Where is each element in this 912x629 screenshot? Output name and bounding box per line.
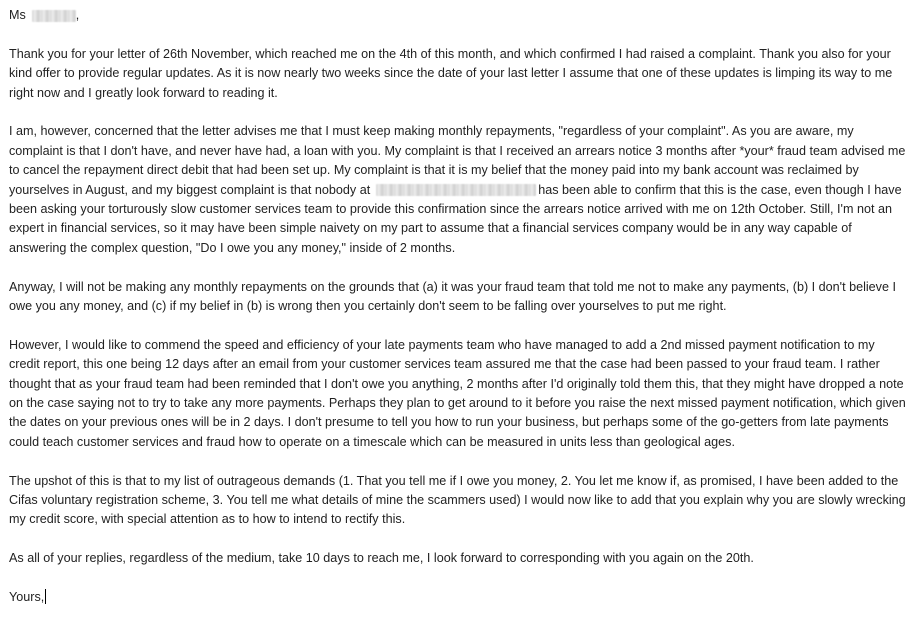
signoff-line (9, 588, 907, 607)
signoff: Yours, (9, 590, 45, 605)
text-cursor (45, 589, 46, 604)
salutation-suffix: , (75, 8, 80, 22)
redacted-company-name (376, 184, 536, 196)
salutation-prefix: Ms (9, 8, 26, 22)
salutation (9, 6, 907, 25)
paragraph-1: Thank you for your letter of 26th November, which reached me on the 4th of this month, and which confirmed I had raised a complaint. Thank you also for your kind offer to provide regular updates. As it is now nearly two weeks since the date of your last letter I assume that one of these updates is limping its way to me right now and I greatly look forward to reading it. (9, 46, 893, 100)
paragraph-6: As all of your replies, regardless of the medium, take 10 days to reach me, I look forward to corresponding with you again on the 20th. (9, 551, 754, 566)
paragraph-2-part-1: I am, however, concerned that the letter advises me that I must keep making monthly repayments, "regardless of your complaint". As you are aware, my complaint is that I don't have, and never have had, a loan with you. My complaint is that I received an arrears notice 3 months after *your* fraud team advised me to cancel the repayment direct debit that had been set up. My complaint is that it is my belief that the money paid into my bank account was reclaimed by yourselves in August, and my biggest complaint is that nobody at (9, 124, 906, 197)
paragraph-3: Anyway, I will not be making any monthly repayments on the grounds that (a) it was your fraud team that told me not to make any payments, (b) I don't believe I owe you any money, and (c) if my belief in (b) is wrong then you certainly don't seem to be falling over yourselves to put me right. (9, 279, 896, 314)
letter-body[interactable] (9, 6, 907, 607)
paragraph-2-part-2: has been able to confirm that this is the case, even though I have been asking your torturously slow customer services team to provide this confirmation since the arrears notice arrived with me on 12th October. Still, I'm not an expert in financial services, so it may have been simple naivety on my part to assume that a financial services company would be in any way capable of answering the complex question, "Do I owe you any money," inside of 2 months. (9, 182, 902, 255)
paragraph-4: However, I would like to commend the speed and efficiency of your late payments team who have managed to add a 2nd missed payment notification to my credit report, this one being 12 days after an email from your customer services team assured me that the case had been passed to your fraud team. I rather thought that as your fraud team had been reminded that I don't owe you anything, 2 months after I'd originally told them this, that they might have dropped a note on the case saying not to try to take any more payments. Perhaps they plan to get around to it before you raise the next missed payment notification, which given the dates on your previous ones will be in 2 days. I don't presume to tell you how to run your business, but perhaps some of the go-getters from late payments could teach customer services and fraud how to operate on a timescale which can be measured in units less than geological ages. (9, 337, 906, 449)
paragraph-5: The upshot of this is that to my list of outrageous demands (1. That you tell me if I owe you money, 2. You let me know if, as promised, I have been added to the Cifas voluntary registration scheme, 3. You tell me what details of mine the scammers used) I would now like to add that you explain why you are slowly wrecking my credit score, with special attention as to how to intend to rectify this. (9, 473, 906, 527)
redacted-recipient-name (32, 10, 76, 22)
paragraph-2 (9, 122, 907, 258)
